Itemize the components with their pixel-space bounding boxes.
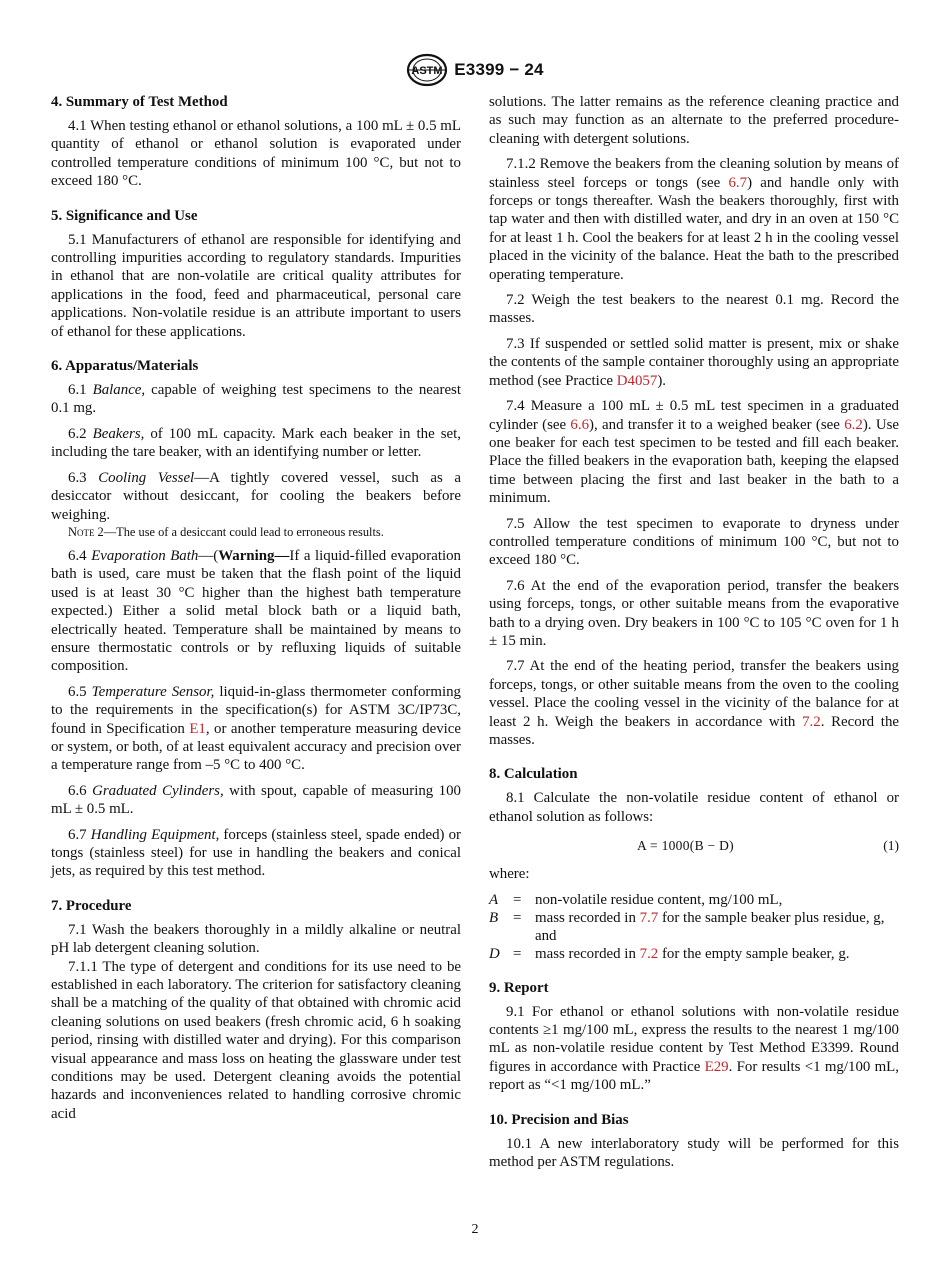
clause-text: ). Use one beaker for each test specimen to be tested and fill each beaker. Place the filled beakers in the evaporation bath, keeping the elapsed time between placing the first and last beaker in the bath to a minimum.: [489, 416, 899, 507]
note-label: Note 2: [68, 524, 104, 539]
paragraph-6-6: [51, 782, 461, 819]
definition-text: mass recorded in: [535, 945, 640, 962]
where-label: where:: [489, 866, 530, 883]
section-7-heading: 7. Procedure: [51, 897, 132, 914]
paragraph-7-7: [489, 657, 899, 749]
clause-number: 6.4: [68, 547, 87, 564]
clause-text: —A tightly covered vessel, such as a desiccator without desiccant, for cooling the beakers before weighing.: [51, 469, 461, 523]
clause-text: capable of weighing test specimens to the nearest 0.1 mg.: [51, 382, 461, 417]
equation-formula: A = 1000(B − D): [637, 838, 734, 854]
equals-sign: =: [513, 891, 522, 908]
paragraph-6-7: [51, 826, 461, 881]
section-5-heading: 5. Significance and Use: [51, 207, 198, 224]
paragraph-7-6: 7.6 At the end of the evaporation period, transfer the beakers using forceps, tongs, or other suitable means from the evaporative bath to a drying oven. Dry beakers in 100 °C to 105 °C oven for 1 h ± 15 min.: [489, 577, 899, 649]
right-column: [489, 93, 899, 1178]
reference-link-6-7[interactable]: 6.7: [728, 174, 748, 191]
clause-text: ).: [657, 372, 666, 389]
equation-1: [489, 833, 899, 859]
definition-row: [489, 909, 899, 945]
reference-link-7-7[interactable]: 7.7: [639, 909, 659, 926]
definition-text: non-volatile residue content, mg/100 mL,: [535, 891, 783, 908]
paragraph-8-1: 8.1 Calculate the non-volatile residue content of ethanol or ethanol solution as follows:: [489, 790, 899, 825]
variable-symbol: B: [489, 909, 499, 926]
clause-text: , or another temperature measuring device or system, or both, of at least equivalent accuracy and precision over a temperature range from –5 °C to 400 °C.: [51, 720, 461, 774]
reference-link-d4057[interactable]: D4057: [616, 372, 658, 389]
paragraph-7-4: [489, 397, 899, 507]
clause-text: liquid-in-glass thermometer conforming to the requirements in the specification(s) for ASTM 3C/IP73C, found in Specification: [51, 683, 461, 737]
paragraph-6-2: [51, 425, 461, 462]
variable-description: [535, 891, 899, 909]
variable-symbol: A: [489, 891, 499, 908]
left-column: [51, 93, 461, 1130]
term-temperature-sensor: Temperature Sensor,: [91, 683, 215, 700]
equals-sign: =: [513, 909, 522, 926]
clause-text: of 100 mL capacity. Mark each beaker in the set, including the tare beaker, with an identifying number or letter.: [51, 425, 461, 461]
definition-text: mass recorded in: [535, 909, 640, 926]
paragraph-6-4: [51, 547, 461, 676]
clause-number: 6.1: [68, 382, 87, 399]
section-10-heading: 10. Precision and Bias: [489, 1111, 629, 1128]
astm-logo-icon: [406, 53, 448, 87]
clause-text: ) and handle only with forceps or tongs thereafter. Wash the beakers thoroughly, first with tap water and then with distilled water, and dry in an oven at 150 °C for at least 1 h. Cool the beakers for at least 2 h in the cooling vessel placed in the vicinity of the balance. Heat the bath to the prescribed operating temperature.: [489, 174, 899, 283]
clause-number: 6.3: [68, 469, 87, 486]
variable-definitions: [489, 891, 899, 963]
paragraph-6-3: [51, 469, 461, 524]
definition-row: [489, 945, 899, 963]
term-evaporation-bath: Evaporation Bath: [91, 547, 199, 564]
clause-text: 7.7 At the end of the heating period, transfer the beakers using forceps, tongs, or other suitable means from the oven to the cooling vessel. Place the cooling vessel in the vicinity of the balance for at least 2 h. Weigh the beakers in accordance with: [489, 658, 899, 730]
reference-link-e1[interactable]: E1: [189, 720, 206, 737]
clause-text: . For results <1 mg/100 mL, report as “<1 mg/100 mL.”: [489, 1058, 899, 1094]
page-number: 2: [471, 1222, 479, 1237]
paragraph-10-1: 10.1 A new interlaboratory study will be performed for this method per ASTM regulations.: [489, 1135, 899, 1171]
section-8-heading: 8. Calculation: [489, 766, 578, 783]
term-cooling-vessel: Cooling Vessel: [98, 469, 195, 486]
definition-row: [489, 891, 899, 909]
svg-text:ASTM: ASTM: [411, 65, 443, 77]
clause-text: —(: [198, 547, 219, 564]
section-9-heading: 9. Report: [489, 979, 549, 996]
document-code: E3399 − 24: [454, 60, 544, 79]
term-handling-equipment: Handling Equipment,: [90, 826, 220, 843]
clause-number: 6.7: [68, 826, 87, 843]
clause-text: 7.4 Measure a 100 mL ± 0.5 mL test specimen in a graduated cylinder (see: [489, 398, 899, 433]
clause-text: 7.3 If suspended or settled solid matter is present, mix or shake the contents of the sample container thoroughly using an appropriate method (see Practice: [489, 335, 899, 389]
variable-description: [535, 909, 899, 945]
section-4-heading: 4. Summary of Test Method: [51, 94, 228, 110]
paragraph-7-1-1-continued: solutions. The latter remains as the reference cleaning practice and as such may function as an alternate to the preferred procedure-cleaning with detergent solutions.: [489, 94, 899, 147]
note-2: [51, 524, 461, 540]
clause-number: 6.5: [68, 683, 87, 700]
clause-text: If a liquid-filled evaporation bath is used, care must be taken that the flash point of the liquid used is at least 30 °C higher than the highest bath temperature expected.) Either a solid metal block bath or a liquid bath, electrically heated. Temperature shall be maintained by means to ensure thermostatic controls or by refluxing liquids of suitable composition.: [51, 547, 461, 675]
definition-text: for the sample beaker plus residue, g, and: [535, 909, 885, 944]
paragraph-7-2: 7.2 Weigh the test beakers to the nearest 0.1 mg. Record the masses.: [489, 292, 899, 327]
variable-description: [535, 945, 899, 963]
paragraph-7-1-2: [489, 155, 899, 284]
paragraph-7-5: 7.5 Allow the test specimen to evaporate to dryness under controlled temperature conditions of minimum 100 °C, but not to exceed 180 °C.: [489, 515, 899, 569]
clause-text: 7.1.2 Remove the beakers from the cleaning solution by means of stainless steel forceps or tongs (see: [489, 156, 899, 191]
clause-number: 6.6: [68, 782, 87, 799]
reference-link-e29[interactable]: E29: [704, 1058, 729, 1075]
paragraph-7-3: [489, 335, 899, 390]
term-graduated-cylinders: Graduated Cylinders,: [92, 782, 224, 799]
paragraph-5-1: 5.1 Manufacturers of ethanol are responsible for identifying and controlling impurities according to regulatory standards. Impurities in ethanol that are non-volatile are critical quality attributes for applications in the food, feed and pharmaceutical, personal care applications. Non-volatile residue is an attribute important to users of ethanol for these applications.: [51, 231, 461, 340]
section-6-heading: 6. Apparatus/Materials: [51, 358, 199, 375]
term-beakers: Beakers,: [92, 425, 145, 442]
reference-link-6-2[interactable]: 6.2: [844, 416, 863, 433]
clause-text: ), and transfer it to a weighed beaker (see: [589, 416, 845, 433]
reference-link-6-6[interactable]: 6.6: [570, 416, 590, 433]
term-balance: Balance,: [92, 382, 146, 399]
variable-symbol: D: [489, 945, 500, 962]
page-header: [0, 50, 950, 90]
paragraph-6-5: [51, 683, 461, 775]
clause-text: with spout, capable of measuring 100 mL ± 0.5 mL.: [51, 782, 462, 818]
definition-text: for the empty sample beaker, g.: [658, 945, 850, 962]
reference-link-7-2[interactable]: 7.2: [802, 713, 821, 730]
equation-number: (1): [883, 838, 899, 854]
warning-label: Warning—: [218, 547, 290, 564]
paragraph-9-1: [489, 1003, 899, 1095]
clause-number: 6.2: [68, 425, 87, 442]
paragraph-4-1: 4.1 When testing ethanol or ethanol solutions, a 100 mL ± 0.5 mL quantity of ethanol or ethanol solution is evaporated under controlled temperature conditions of minimum 100 °C, but not to exceed 180 °C.: [51, 118, 461, 190]
clause-text: 9.1 For ethanol or ethanol solutions with non-volatile residue contents ≥1 mg/100 mL, express the results to the nearest 1 mg/100 mL as non-volatile residue content by Test Method E3399. Round figures in accordance with Practice: [489, 1003, 899, 1075]
paragraph-7-1: 7.1 Wash the beakers thoroughly in a mildly alkaline or neutral pH lab detergent cleaning solution.: [51, 921, 461, 957]
clause-text: forceps (stainless steel, spade ended) or tongs (stainless steel) for use in handling the beakers and conical jets, as required by this test method.: [51, 826, 461, 880]
note-text: —The use of a desiccant could lead to erroneous results.: [103, 524, 384, 539]
equals-sign: =: [513, 945, 522, 962]
reference-link-7-2[interactable]: 7.2: [639, 945, 659, 962]
clause-text: . Record the masses.: [489, 713, 899, 748]
paragraph-6-1: [51, 381, 461, 418]
paragraph-7-1-1: 7.1.1 The type of detergent and conditions for its use need to be established in each laboratory. The criterion for satisfactory cleaning shall be a matching of the quality of that obtained with chromic acid cleaning solutions on used beakers (fresh chromic acid, 6 h soaking period, rinsing with distilled water and drying). For this comparison visual appearance and mass loss on heating the glassware under test conditions may be used. Detergent cleaning avoids the potential hazards and inconveniences related to handling corrosive chromic acid: [51, 958, 461, 1122]
